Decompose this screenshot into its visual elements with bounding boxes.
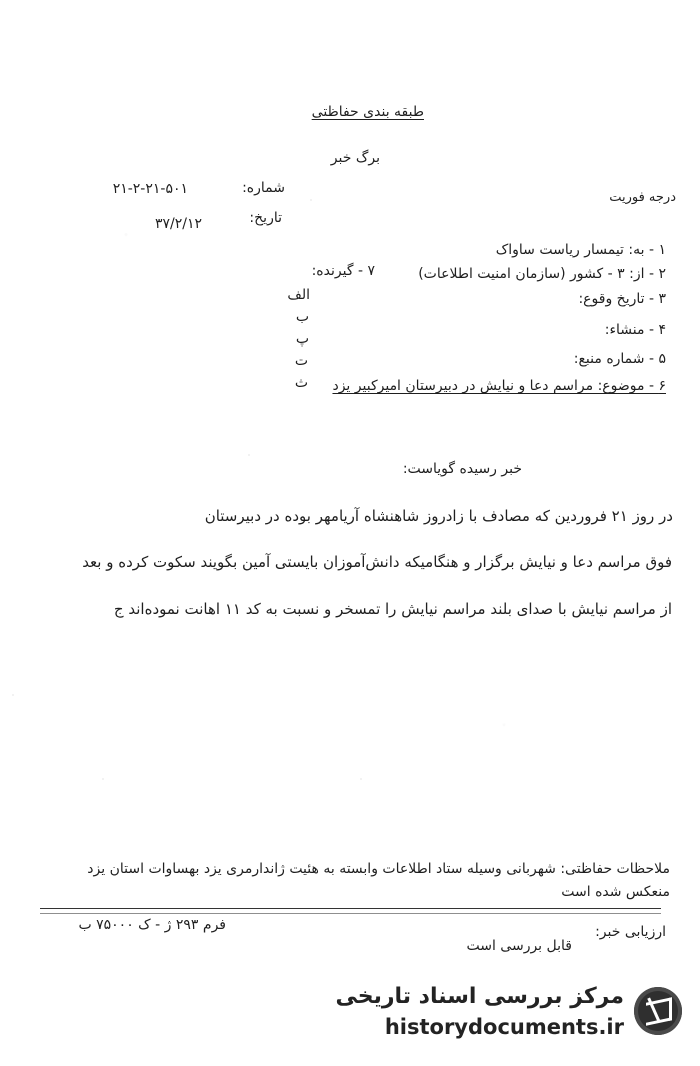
document-date-value: ۳۷/۲/۱۲ [154,216,202,232]
scan-noise [360,778,362,780]
form-code: فرم ۲۹۳ ژ - ک ۷۵۰۰۰ ب [78,917,226,933]
source-line: ۴ - منشاء: [604,322,666,338]
receiver-option-t: ت [294,353,308,369]
document-date-label: تاریخ: [249,210,282,226]
evaluation-value: قابل بررسی است [466,938,572,954]
body-line-1: در روز ۲۱ فروردین که مصادف با زادروز شاهنشاه آریامهر بوده در دبیرستان [204,507,673,525]
receiver-option-a: الف [287,287,310,303]
event-date-line: ۳ - تاریخ وقوع: [578,291,666,307]
protective-notes: ملاحظات حفاظتی: شهربانی وسیله ستاد اطلاعات وابسته به هئیت ژاندارمری یزد بهساوات استان یزد منعکس شده است [87,861,670,900]
evaluation-label: ارزیابی خبر: [595,924,666,940]
watermark-url: historydocuments.ir [384,1015,624,1039]
body-line-3: از مراسم نیایش با صدای بلند مراسم نیایش را تمسخر و نسبت به کد ۱۱ اهانت نموده‌اند ج [113,600,672,618]
sender-line: ۲ - از: ۳ - کشور (سازمان امنیت اطلاعات) [418,266,666,282]
document-number-label: شماره: [242,180,285,196]
document-archive-icon [634,987,682,1035]
scan-noise [12,694,14,696]
source-number-line: ۵ - شماره منبع: [573,351,666,367]
receiver-option-s: ث [294,375,308,391]
report-heading: خبر رسیده گویاست: [402,461,522,477]
receiver-option-p: پ [295,331,309,347]
priority-label: درجه فوریت [609,190,676,205]
recipient-line: ۱ - به: تیمسار ریاست ساواک [495,242,666,258]
document-subtitle: برگ خبر [330,150,380,166]
evaluation-divider [40,913,661,914]
watermark [335,980,682,1050]
scan-noise [310,199,312,201]
subject-line: ۶ - موضوع: مراسم دعا و نیایش در دبیرستان امیرکبیر یزد [332,378,666,394]
notes-divider [40,908,661,909]
receiver-option-b: ب [295,309,309,325]
scan-noise [248,454,250,456]
document-number-value: ۲۱-۲-۲۱-۵۰۱ [112,181,188,197]
body-line-2: فوق مراسم دعا و نیایش برگزار و هنگامیکه دانش‌آموزان بایستی آمین بگویند سکوت کرده و بعد [82,553,672,571]
watermark-title: مرکز بررسی اسناد تاریخی [335,984,624,1009]
scan-noise [102,778,104,780]
classification-title: طبقه بندی حفاظتی [311,104,424,120]
receiver-label: ۷ - گیرنده: [311,263,375,279]
